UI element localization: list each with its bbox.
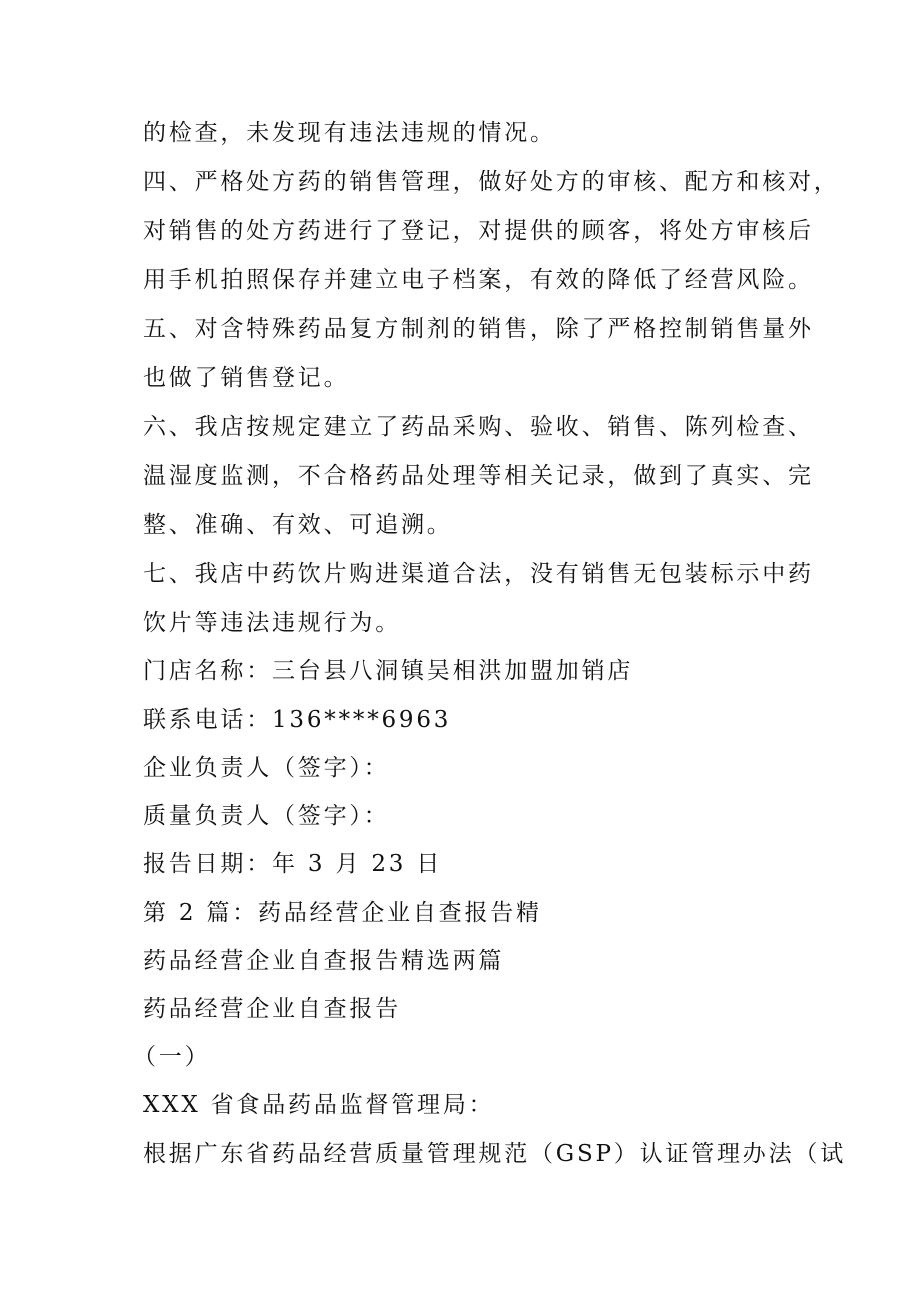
part-number: （一） [133, 1044, 211, 1070]
text-line: 四、严格处方药的销售管理，做好处方的审核、配方和核对， [143, 169, 840, 195]
recipient-line: XXX 省食品药品监督管理局： [143, 1092, 495, 1118]
report-title: 药品经营企业自查报告 [143, 996, 401, 1022]
text-line: 用手机拍照保存并建立电子档案，有效的降低了经营风险。 [143, 267, 814, 293]
phone-line: 联系电话：136****6963 [143, 707, 452, 733]
subtitle-line: 药品经营企业自查报告精选两篇 [143, 948, 505, 974]
text-line: 饮片等违法违规行为。 [143, 610, 401, 636]
text-line: 对销售的处方药进行了登记，对提供的顾客，将处方审核后 [143, 218, 814, 244]
section-heading: 第 2 篇：药品经营企业自查报告精 [143, 900, 542, 926]
text-line: 温湿度监测，不合格药品处理等相关记录，做到了真实、完 [143, 463, 814, 489]
text-line: 的检查，未发现有违法违规的情况。 [143, 120, 556, 146]
text-line: 整、准确、有效、可追溯。 [143, 512, 453, 538]
text-line: 五、对含特殊药品复方制剂的销售，除了严格控制销售量外 [143, 316, 814, 342]
manager-signature-line: 企业负责人（签字）： [143, 755, 390, 781]
text-line: 也做了销售登记。 [143, 365, 350, 391]
text-line: 七、我店中药饮片购进渠道合法，没有销售无包装标示中药 [143, 561, 814, 587]
text-line: 六、我店按规定建立了药品采购、验收、销售、陈列检查、 [143, 414, 814, 440]
report-date-line: 报告日期：年 3 月 23 日 [143, 851, 443, 877]
store-name-line: 门店名称：三台县八洞镇吴相洪加盟加销店 [143, 658, 634, 684]
quality-signature-line: 质量负责人（签字）： [143, 803, 390, 829]
text-line: 根据广东省药品经营质量管理规范（GSP）认证管理办法（试 [143, 1141, 847, 1167]
